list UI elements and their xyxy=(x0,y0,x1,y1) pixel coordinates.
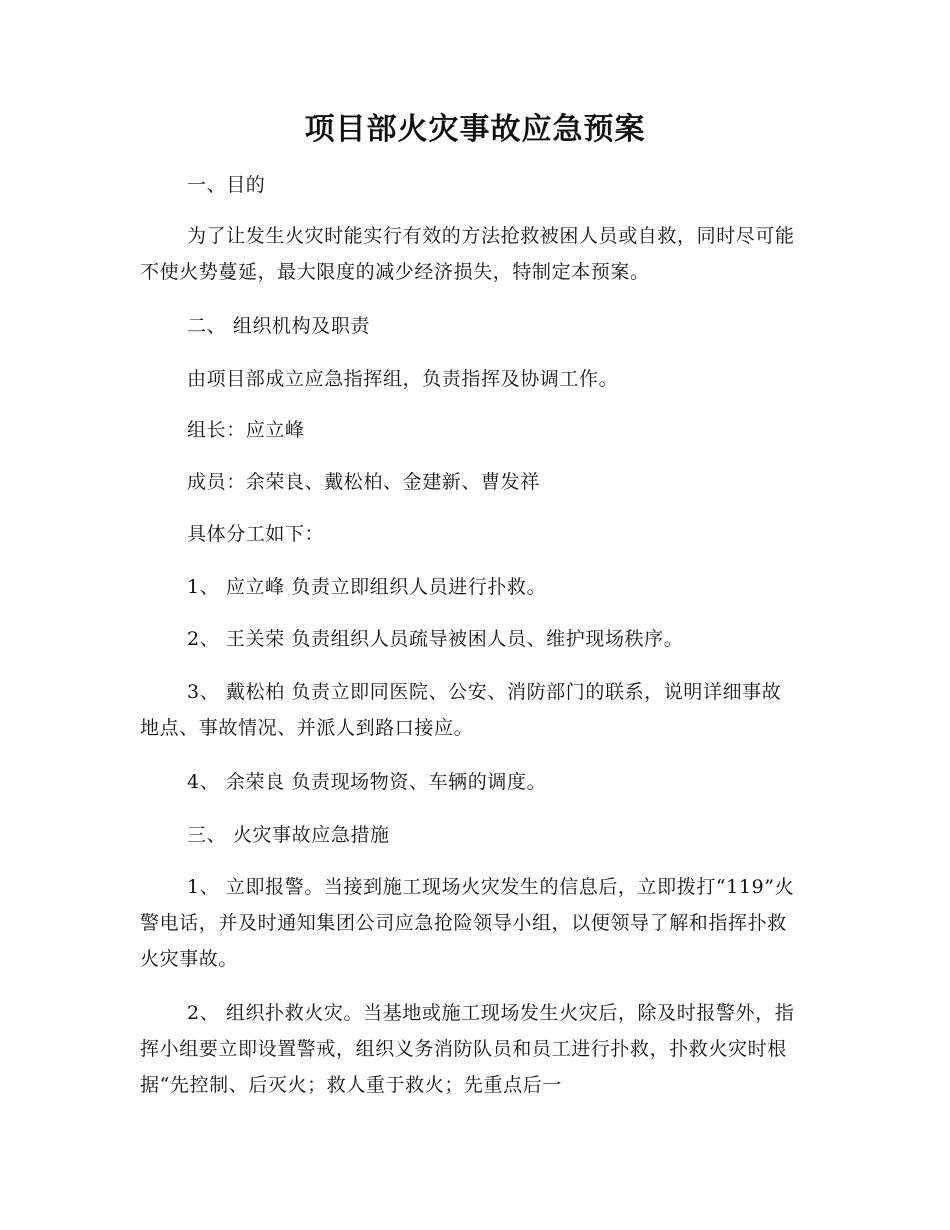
section-heading-measures: 三、 火灾事故应急措施 xyxy=(187,824,390,846)
purpose-paragraph: 为了让发生火灾时能实行有效的方法抢救被困人员或自救，同时尽可能不使火势蔓延，最大限度的减少经济损失，特制定本预案。 xyxy=(140,225,795,283)
duty-item-3: 3、 戴松柏 负责立即同医院、公安、消防部门的联系，说明详细事故地点、事故情况、并派人到路口接应。 xyxy=(140,681,782,739)
measure-item-1: 1、 立即报警。当接到施工现场火灾发生的信息后，立即拨打“119”火警电话，并及时通知集团公司应急抢险领导小组，以便领导了解和指挥扑救火灾事故。 xyxy=(140,876,795,970)
section-heading-purpose: 一、目的 xyxy=(187,174,266,196)
division-intro-line: 具体分工如下： xyxy=(187,523,325,545)
group-members-line: 成员：余荣良、戴松柏、金建新、曹发祥 xyxy=(187,471,540,493)
duty-item-1: 1、 应立峰 负责立即组织人员进行扑救。 xyxy=(187,576,547,598)
organization-paragraph: 由项目部成立应急指挥组，负责指挥及协调工作。 xyxy=(187,368,619,390)
duty-item-2: 2、 王关荣 负责组织人员疏导被困人员、维护现场秩序。 xyxy=(187,628,684,650)
section-heading-organization: 二、 组织机构及职责 xyxy=(187,315,371,337)
group-leader-line: 组长：应立峰 xyxy=(187,419,305,441)
document-title: 项目部火灾事故应急预案 xyxy=(304,112,646,147)
duty-item-4: 4、 余荣良 负责现场物资、车辆的调度。 xyxy=(187,771,547,793)
measure-item-2: 2、 组织扑救火灾。当基地或施工现场发生火灾后，除及时报警外，指挥小组要立即设置警戒，组织义务消防队员和员工进行扑救，扑救火灾时根据“先控制、后灭火；救人重于救火；先重点后一 xyxy=(140,1002,795,1096)
